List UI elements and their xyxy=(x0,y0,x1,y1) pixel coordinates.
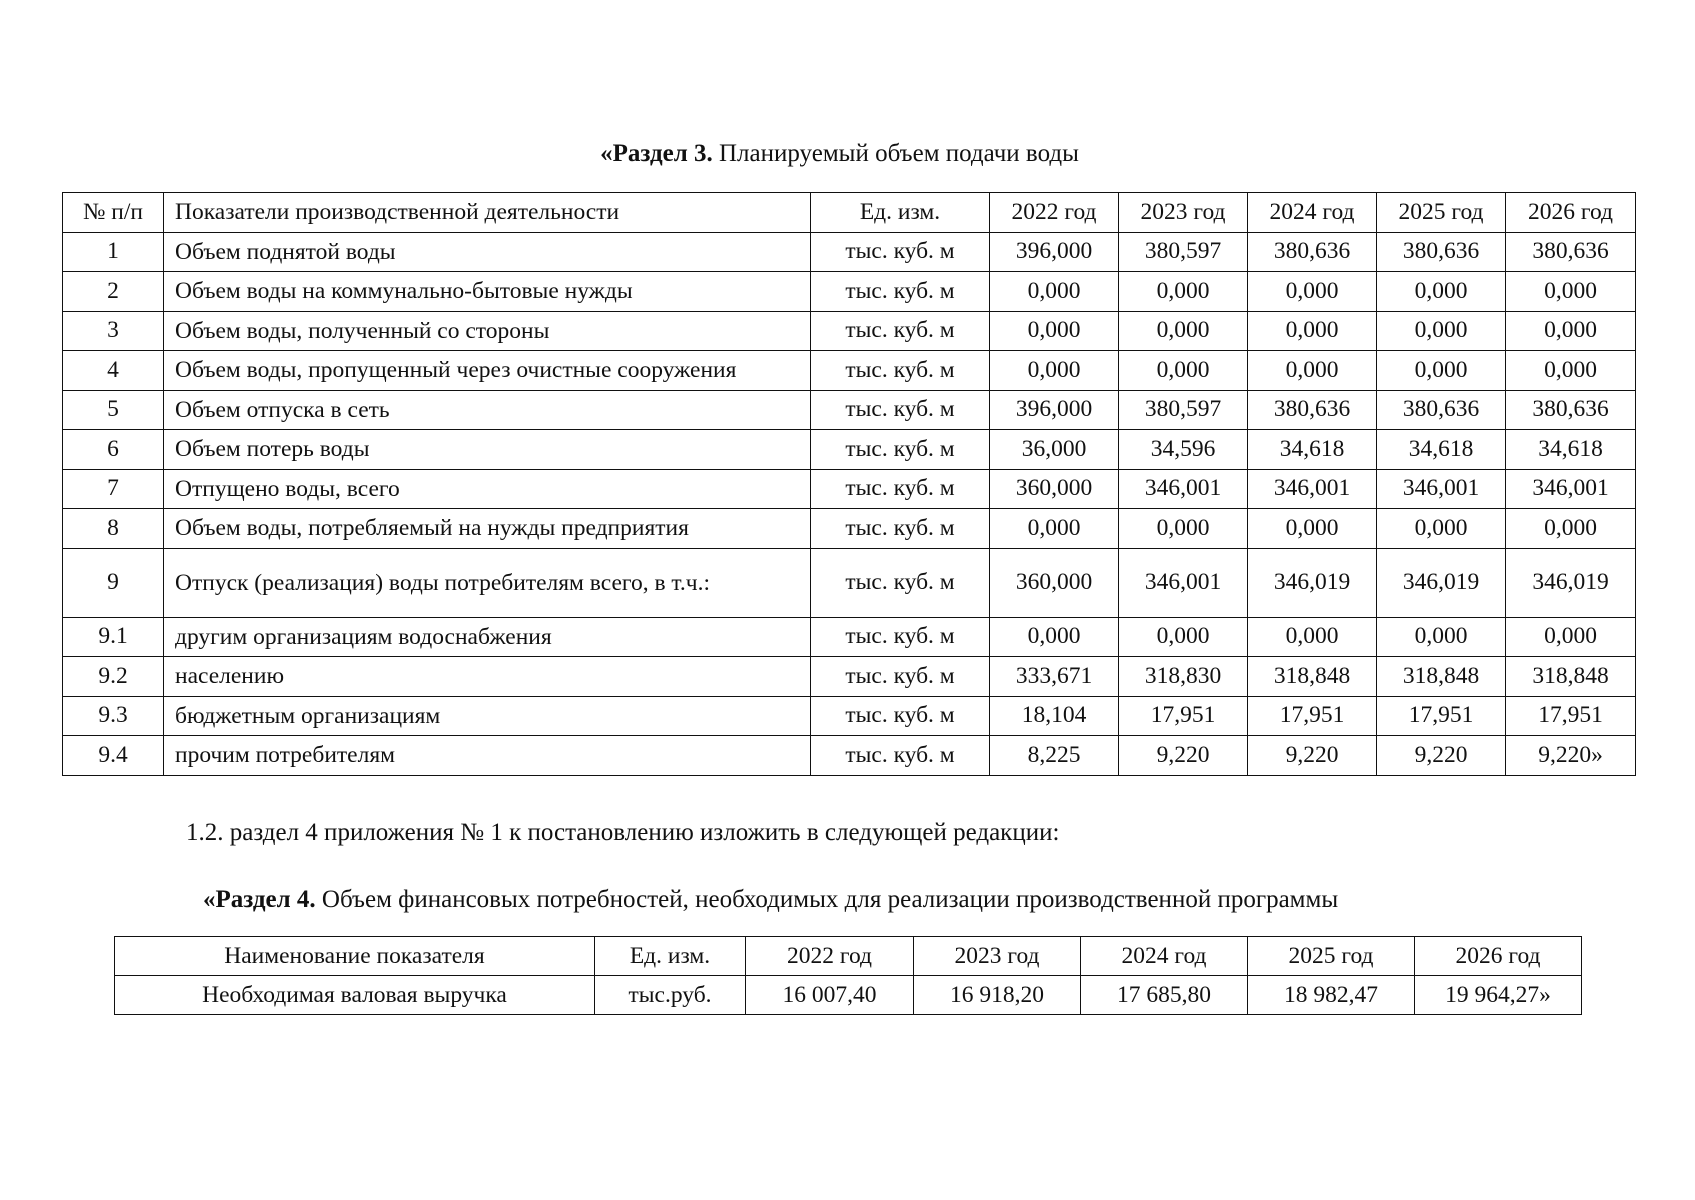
row-value: 0,000 xyxy=(1377,311,1506,351)
row-value: 346,001 xyxy=(1506,469,1636,509)
row-value: 18 982,47 xyxy=(1248,976,1415,1015)
table-row xyxy=(63,736,1636,776)
section-4-title-text: Объем финансовых потребностей, необходимых для реализации производственной программы xyxy=(315,886,1339,913)
row-value: 9,220» xyxy=(1506,736,1636,776)
row-indicator: Объем отпуска в сеть xyxy=(164,390,811,430)
row-value: 34,618 xyxy=(1506,430,1636,470)
header-year-2022: 2022 год xyxy=(990,193,1119,233)
row-value: 360,000 xyxy=(990,548,1119,617)
row-value: 0,000 xyxy=(1248,509,1377,549)
row-value: 0,000 xyxy=(1248,351,1377,391)
section-3-title xyxy=(0,139,1695,169)
row-value: 18,104 xyxy=(990,696,1119,736)
row-number: 4 xyxy=(63,351,164,391)
row-value: 0,000 xyxy=(1248,617,1377,657)
row-value: 16 918,20 xyxy=(914,976,1081,1015)
row-value: 380,636 xyxy=(1506,232,1636,272)
financial-needs-table xyxy=(114,936,1582,1015)
row-value: 346,019 xyxy=(1248,548,1377,617)
row-value: 36,000 xyxy=(990,430,1119,470)
row-value: 0,000 xyxy=(990,311,1119,351)
header-year-2025: 2025 год xyxy=(1248,937,1415,976)
row-indicator: Отпущено воды, всего xyxy=(164,469,811,509)
table-row xyxy=(63,469,1636,509)
row-value: 0,000 xyxy=(1248,311,1377,351)
row-value: 0,000 xyxy=(1377,272,1506,312)
row-value: 0,000 xyxy=(990,272,1119,312)
row-unit: тыс. куб. м xyxy=(811,548,990,617)
header-year-2025: 2025 год xyxy=(1377,193,1506,233)
row-value: 0,000 xyxy=(1119,272,1248,312)
row-value: 380,597 xyxy=(1119,232,1248,272)
header-indicator-name: Наименование показателя xyxy=(115,937,595,976)
table-row xyxy=(63,390,1636,430)
row-number: 9.1 xyxy=(63,617,164,657)
row-value: 0,000 xyxy=(1506,311,1636,351)
row-value: 9,220 xyxy=(1119,736,1248,776)
row-value: 318,830 xyxy=(1119,657,1248,697)
header-unit: Ед. изм. xyxy=(595,937,746,976)
header-year-2023: 2023 год xyxy=(1119,193,1248,233)
row-unit: тыс. куб. м xyxy=(811,311,990,351)
header-indicator: Показатели производственной деятельности xyxy=(164,193,811,233)
row-value: 346,019 xyxy=(1377,548,1506,617)
row-number: 9 xyxy=(63,548,164,617)
row-indicator: населению xyxy=(164,657,811,697)
row-value: 0,000 xyxy=(1377,351,1506,391)
row-unit: тыс. куб. м xyxy=(811,390,990,430)
row-value: 0,000 xyxy=(1248,272,1377,312)
row-value: 0,000 xyxy=(990,509,1119,549)
row-number: 9.4 xyxy=(63,736,164,776)
row-unit: тыс. куб. м xyxy=(811,469,990,509)
row-unit: тыс. куб. м xyxy=(811,657,990,697)
row-unit: тыс. куб. м xyxy=(811,617,990,657)
row-value: 0,000 xyxy=(1119,351,1248,391)
row-value: 17,951 xyxy=(1119,696,1248,736)
row-value: 380,636 xyxy=(1248,390,1377,430)
table-header-row xyxy=(63,193,1636,233)
row-value: 346,001 xyxy=(1248,469,1377,509)
row-value: 34,596 xyxy=(1119,430,1248,470)
header-year-2022: 2022 год xyxy=(746,937,914,976)
row-value: 318,848 xyxy=(1377,657,1506,697)
row-number: 3 xyxy=(63,311,164,351)
row-number: 5 xyxy=(63,390,164,430)
table-row xyxy=(63,509,1636,549)
row-value: 34,618 xyxy=(1248,430,1377,470)
row-unit: тыс. куб. м xyxy=(811,696,990,736)
header-year-2026: 2026 год xyxy=(1506,193,1636,233)
header-unit: Ед. изм. xyxy=(811,193,990,233)
water-supply-table xyxy=(62,192,1636,776)
row-value: 380,597 xyxy=(1119,390,1248,430)
row-number: 9.3 xyxy=(63,696,164,736)
row-indicator: Отпуск (реализация) воды потребителям всего, в т.ч.: xyxy=(164,548,811,617)
paragraph-1-2: 1.2. раздел 4 приложения № 1 к постановлению изложить в следующей редакции: xyxy=(186,819,1060,846)
row-unit: тыс. куб. м xyxy=(811,736,990,776)
header-year-2024: 2024 год xyxy=(1081,937,1248,976)
row-indicator: Объем воды, пропущенный через очистные сооружения xyxy=(164,351,811,391)
row-value: 0,000 xyxy=(1377,509,1506,549)
row-value: 318,848 xyxy=(1506,657,1636,697)
row-value: 380,636 xyxy=(1377,232,1506,272)
row-value: 0,000 xyxy=(1119,311,1248,351)
section-4-title-prefix: «Раздел 4. xyxy=(203,886,316,913)
row-value: 17 685,80 xyxy=(1081,976,1248,1015)
table-row xyxy=(115,976,1582,1015)
table-row xyxy=(63,548,1636,617)
row-value: 380,636 xyxy=(1248,232,1377,272)
row-value: 333,671 xyxy=(990,657,1119,697)
row-indicator: Объем воды, полученный со стороны xyxy=(164,311,811,351)
row-value: 17,951 xyxy=(1248,696,1377,736)
row-number: 1 xyxy=(63,232,164,272)
row-value: 0,000 xyxy=(990,351,1119,391)
table-header-row xyxy=(115,937,1582,976)
row-value: 346,001 xyxy=(1119,548,1248,617)
row-indicator: бюджетным организациям xyxy=(164,696,811,736)
row-value: 0,000 xyxy=(1377,617,1506,657)
row-value: 0,000 xyxy=(1119,617,1248,657)
row-unit: тыс. куб. м xyxy=(811,232,990,272)
row-unit: тыс. куб. м xyxy=(811,430,990,470)
row-value: 17,951 xyxy=(1377,696,1506,736)
header-year-2026: 2026 год xyxy=(1415,937,1582,976)
row-value: 0,000 xyxy=(1506,351,1636,391)
section-3-title-prefix: «Раздел 3. xyxy=(600,140,713,167)
table-row xyxy=(63,351,1636,391)
table-row xyxy=(63,430,1636,470)
row-unit: тыс. куб. м xyxy=(811,351,990,391)
row-value: 360,000 xyxy=(990,469,1119,509)
row-value: 318,848 xyxy=(1248,657,1377,697)
row-value: 34,618 xyxy=(1377,430,1506,470)
row-indicator: Объем поднятой воды xyxy=(164,232,811,272)
row-value: 396,000 xyxy=(990,390,1119,430)
row-value: 19 964,27» xyxy=(1415,976,1582,1015)
section-4-title xyxy=(203,885,1338,915)
header-number: № п/п xyxy=(63,193,164,233)
row-unit: тыс. куб. м xyxy=(811,509,990,549)
row-value: 380,636 xyxy=(1506,390,1636,430)
row-indicator: другим организациям водоснабжения xyxy=(164,617,811,657)
table-row xyxy=(63,311,1636,351)
row-value: 9,220 xyxy=(1377,736,1506,776)
row-number: 6 xyxy=(63,430,164,470)
row-value: 9,220 xyxy=(1248,736,1377,776)
header-year-2023: 2023 год xyxy=(914,937,1081,976)
row-value: 0,000 xyxy=(1506,272,1636,312)
row-unit: тыс. куб. м xyxy=(811,272,990,312)
row-indicator: Необходимая валовая выручка xyxy=(115,976,595,1015)
table-row xyxy=(63,617,1636,657)
row-value: 380,636 xyxy=(1377,390,1506,430)
row-value: 0,000 xyxy=(1506,509,1636,549)
row-value: 0,000 xyxy=(1506,617,1636,657)
row-unit: тыс.руб. xyxy=(595,976,746,1015)
row-indicator: Объем потерь воды xyxy=(164,430,811,470)
row-indicator: Объем воды, потребляемый на нужды предприятия xyxy=(164,509,811,549)
row-value: 0,000 xyxy=(990,617,1119,657)
row-value: 346,019 xyxy=(1506,548,1636,617)
table-row xyxy=(63,657,1636,697)
row-number: 8 xyxy=(63,509,164,549)
row-value: 0,000 xyxy=(1119,509,1248,549)
row-number: 2 xyxy=(63,272,164,312)
row-value: 16 007,40 xyxy=(746,976,914,1015)
table-row xyxy=(63,232,1636,272)
table-row xyxy=(63,696,1636,736)
header-year-2024: 2024 год xyxy=(1248,193,1377,233)
row-indicator: Объем воды на коммунально-бытовые нужды xyxy=(164,272,811,312)
section-3-title-text: Планируемый объем подачи воды xyxy=(712,140,1079,167)
row-value: 346,001 xyxy=(1377,469,1506,509)
row-value: 396,000 xyxy=(990,232,1119,272)
row-number: 9.2 xyxy=(63,657,164,697)
row-number: 7 xyxy=(63,469,164,509)
row-value: 17,951 xyxy=(1506,696,1636,736)
row-value: 8,225 xyxy=(990,736,1119,776)
row-value: 346,001 xyxy=(1119,469,1248,509)
row-indicator: прочим потребителям xyxy=(164,736,811,776)
table-row xyxy=(63,272,1636,312)
